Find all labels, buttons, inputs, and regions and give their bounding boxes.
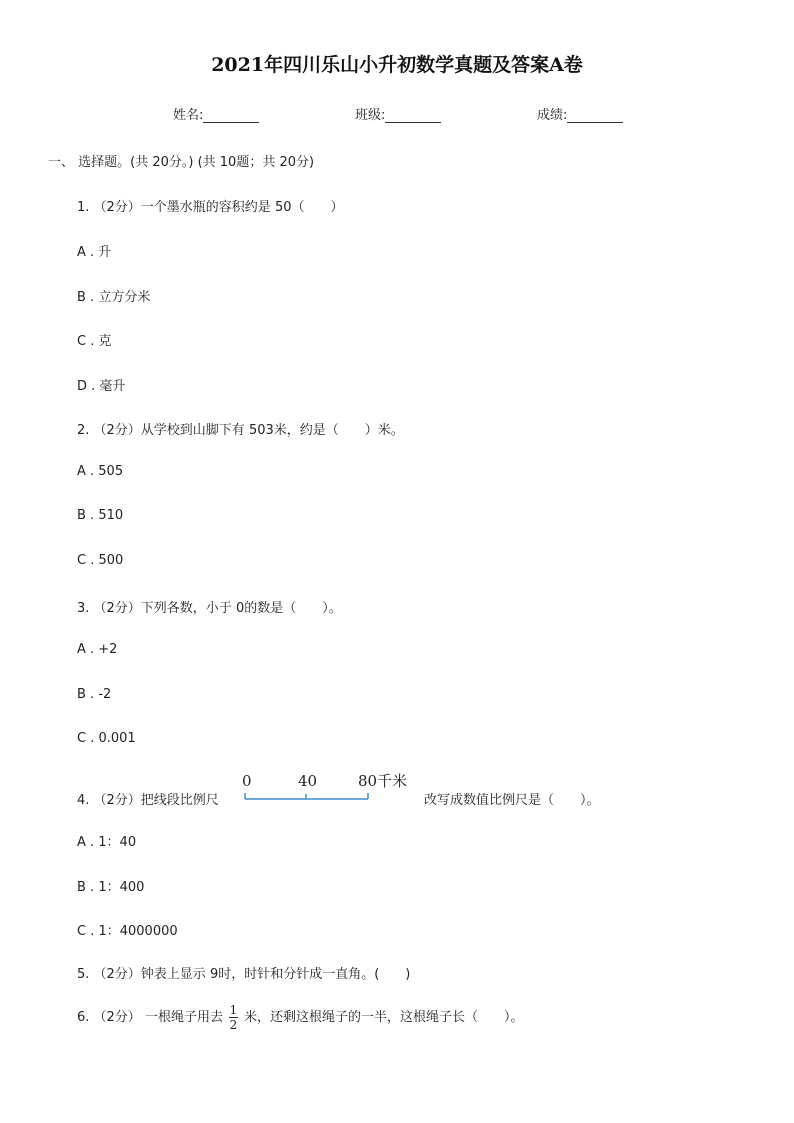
fraction-denominator: 2 xyxy=(229,1018,238,1032)
scale-tick-0: 0 xyxy=(242,772,252,790)
question-2-option-a[interactable]: A . 505 xyxy=(77,464,124,479)
page-title: 2021年四川乐山小升初数学真题及答案A卷 xyxy=(211,54,583,76)
question-1-option-d[interactable]: D . 毫升 xyxy=(77,379,126,394)
question-1-stem: 1. （2分）一个墨水瓶的容积约是 50（ ） xyxy=(77,200,344,215)
question-3-option-a[interactable]: A . +2 xyxy=(77,642,118,657)
question-4-option-a[interactable]: A . 1：40 xyxy=(77,835,137,850)
question-5-stem: 5. （2分）钟表上显示 9时，时针和分针成一直角。( ) xyxy=(77,967,411,982)
question-1-option-a[interactable]: A . 升 xyxy=(77,245,112,260)
line-scale-figure xyxy=(240,770,420,806)
question-2-option-c[interactable]: C . 500 xyxy=(77,553,124,568)
name-label: 姓名: xyxy=(173,108,204,123)
scale-tick-80: 80千米 xyxy=(358,772,408,790)
question-3-option-c[interactable]: C . 0.001 xyxy=(77,731,136,746)
fraction-one-half xyxy=(229,1004,238,1031)
question-3-option-b[interactable]: B . -2 xyxy=(77,687,112,702)
class-blank[interactable] xyxy=(385,108,441,123)
class-field xyxy=(355,104,441,123)
question-1-option-c[interactable]: C . 克 xyxy=(77,334,112,349)
scale-tick-40: 40 xyxy=(298,772,318,790)
question-1-option-b[interactable]: B . 立方分米 xyxy=(77,290,151,305)
name-blank[interactable] xyxy=(203,108,259,123)
question-6-stem-end: 米，还剩这根绳子的一半，这根绳子长（ ）。 xyxy=(243,1010,524,1025)
question-6-stem xyxy=(77,1004,523,1031)
score-field xyxy=(537,104,623,123)
question-4-option-b[interactable]: B . 1：400 xyxy=(77,880,145,895)
question-2-stem: 2. （2分）从学校到山脚下有 503米，约是（ ）米。 xyxy=(77,423,404,438)
question-4-option-c[interactable]: C . 1：4000000 xyxy=(77,924,178,939)
question-2-option-b[interactable]: B . 510 xyxy=(77,508,124,523)
question-6-stem-start: 6. （2分） 一根绳子用去 xyxy=(77,1010,223,1025)
name-field xyxy=(173,104,259,123)
question-4-stem-end: 改写成数值比例尺是（ ）。 xyxy=(424,793,600,808)
score-label: 成绩: xyxy=(537,108,568,123)
section-heading: 一、 选择题。(共 20分。) (共 10题；共 20分) xyxy=(48,155,315,170)
score-blank[interactable] xyxy=(567,108,623,123)
class-label: 班级: xyxy=(355,108,386,123)
question-3-stem: 3. （2分）下列各数，小于 0的数是（ ）。 xyxy=(77,601,342,616)
question-4-stem-start: 4. （2分）把线段比例尺 xyxy=(77,793,219,808)
fraction-numerator: 1 xyxy=(229,1003,238,1017)
